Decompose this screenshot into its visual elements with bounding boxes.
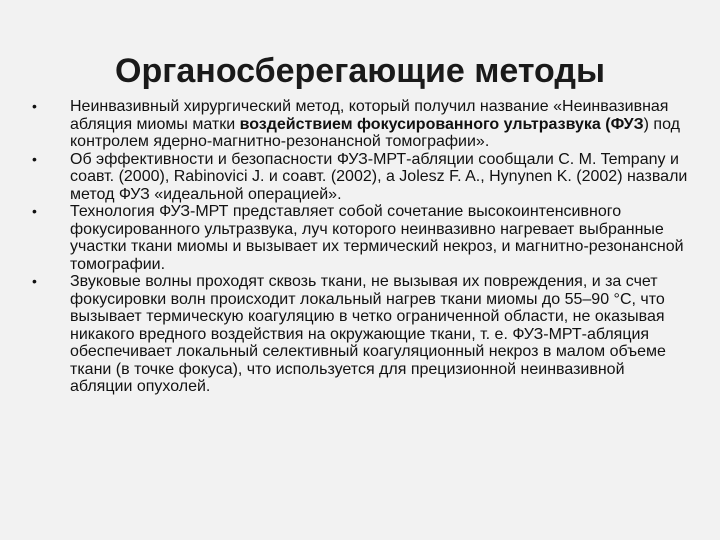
- bullet-item-1: [0, 98, 720, 151]
- bullet-item-3: [0, 203, 720, 273]
- bullet-icon: •: [32, 150, 37, 167]
- bullet-item-4: [0, 273, 720, 396]
- bullet-text-2: Об эффективности и безопасности ФУЗ-МРТ-абляции сообщали C. M. Tempany и соавт. (2000), Rabinovici J. и соавт. (2002), а Jolesz F. A., Hynynen K. (2002) назвали метод ФУЗ «идеальной операцией».: [70, 150, 688, 203]
- slide-title: Органосберегающие методы: [115, 52, 605, 90]
- bullet-item-2: [0, 151, 720, 204]
- bullet-icon: •: [32, 98, 37, 114]
- bullet-icon: •: [32, 203, 37, 219]
- bullet-icon: •: [32, 273, 37, 289]
- bullet-text-1-part-2: ) под контролем ядерно-магнитно-резонансной томографии».: [70, 115, 680, 150]
- bullet-list: [0, 98, 720, 396]
- bullet-text-1-part-1: Неинвазивный хирургический метод, который получил название «Неинвазивная абляция миомы матки: [70, 98, 669, 133]
- bullet-text-1-bold: воздействием фокусированного ультразвука (ФУЗ: [239, 115, 644, 133]
- bullet-text-4: Звуковые волны проходят сквозь ткани, не вызывая их повреждения, и за счет фокусировки волн происходит локальный нагрев ткани миомы до 55–90 °С, что вызывает термическую коагуляцию в четко ограниченной области, не оказывая никакого вредного воздействия на окружающие ткани, т. е. ФУЗ-МРТ-абляция обеспечивает локальный селективный коагуляционный некроз в малом объеме ткани (в точке фокуса), что используется для прецизионной неинвазивной абляции опухолей.: [70, 273, 666, 395]
- bullet-text-3: Технология ФУЗ-МРТ представляет собой сочетание высокоинтенсивного фокусированного ультразвука, луч которого неинвазивно нагревает выбранные участки ткани миомы и вызывает их термический некроз, и магнитно-резонансной томографии.: [70, 203, 684, 273]
